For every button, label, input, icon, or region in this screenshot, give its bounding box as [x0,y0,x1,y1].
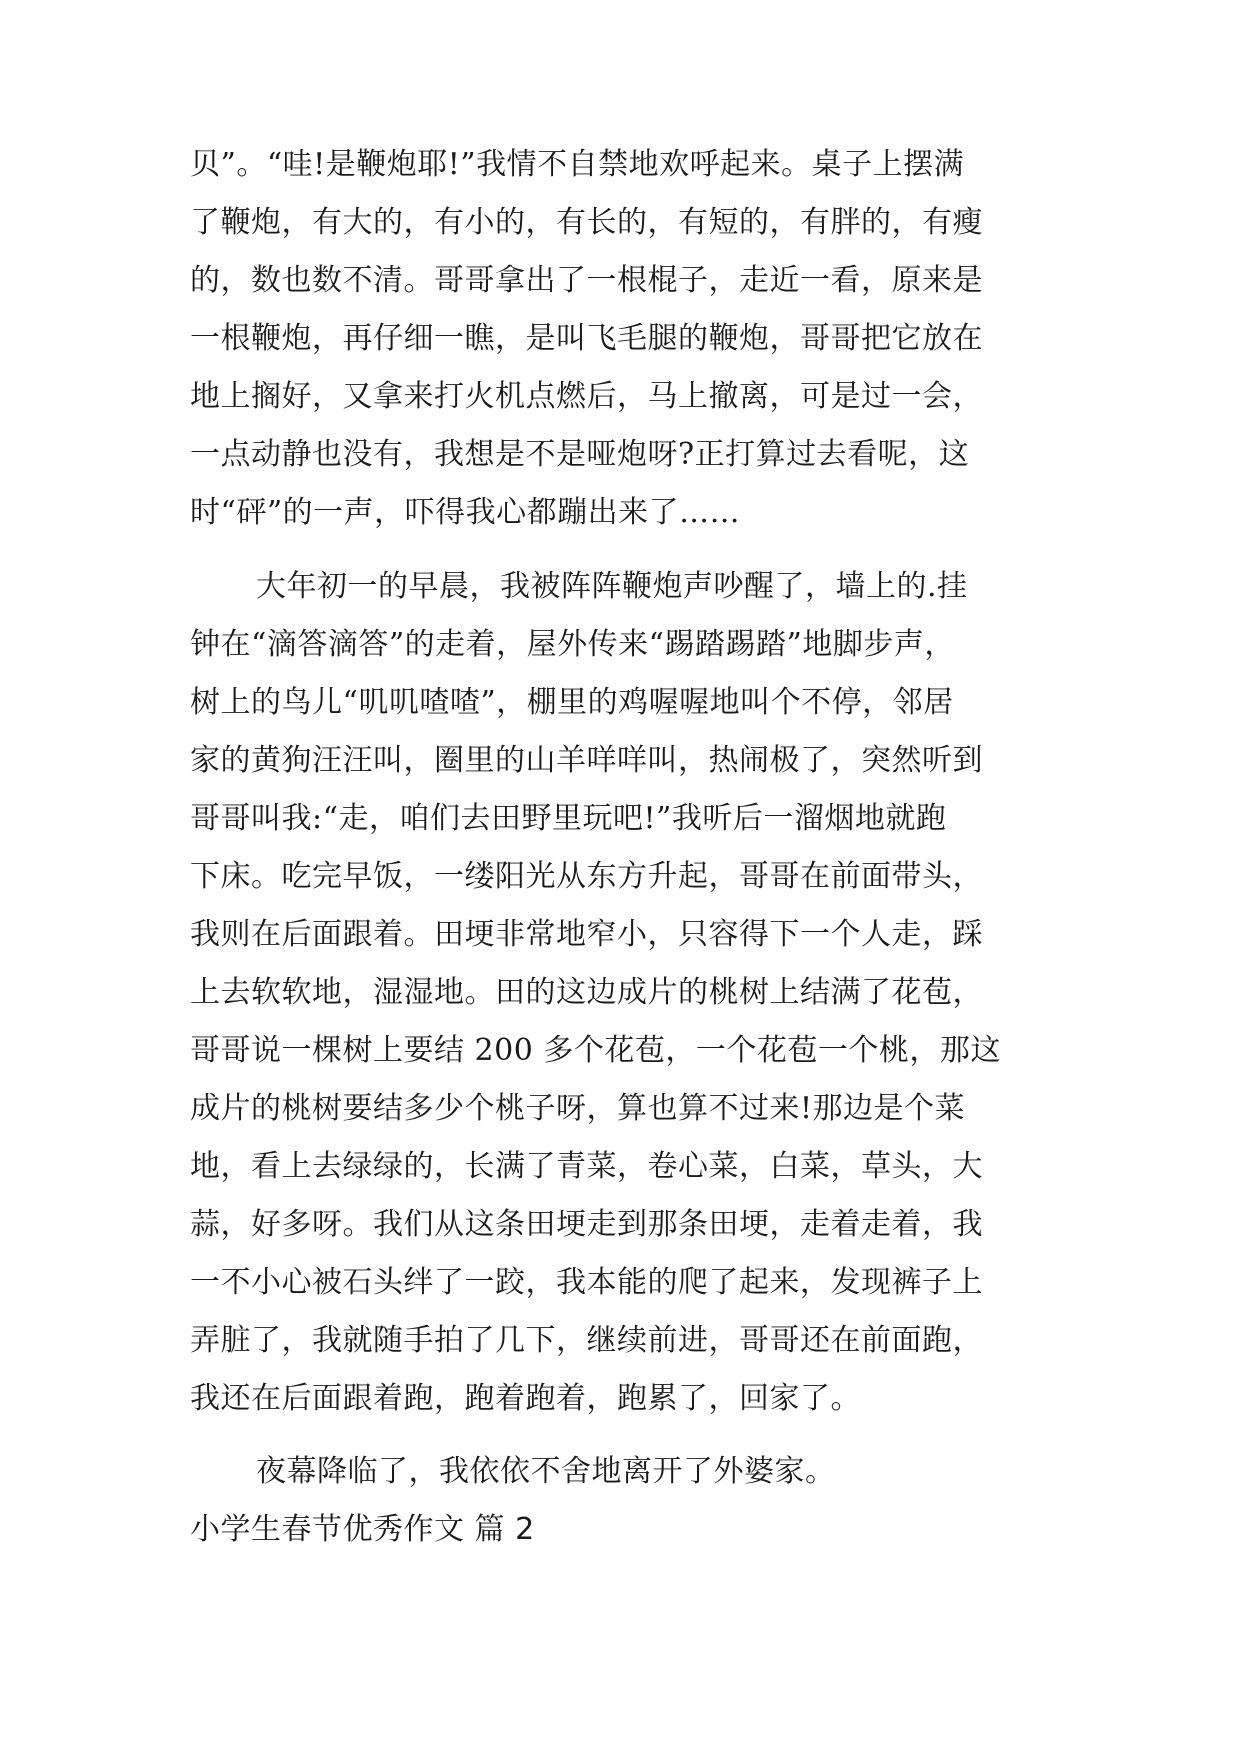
text-line: 钟在“滴答滴答”的走着，屋外传来“踢踏踢踏”地脚步声， [190,627,955,662]
text-line: 成片的桃树要结多少个桃子呀，算也算不过来!那边是个菜 [190,1091,966,1126]
text-line: 地上搁好，又拿来打火机点燃后，马上撤离，可是过一会， [190,379,983,414]
text-line: 哥哥说一棵树上要结 200 多个花苞，一个花苞一个桃，那这 [190,1033,1001,1068]
text-line: 贝”。“哇!是鞭炮耶!”我情不自禁地欢呼起来。桌子上摆满 [190,147,965,182]
text-line: 的，数也数不清。哥哥拿出了一根棍子，走近一看，原来是 [190,263,983,298]
text-line: 一点动静也没有，我想是不是哑炮呀?正打算过去看呢，这 [190,437,970,472]
text-line: 下床。吃完早饭，一缕阳光从东方升起，哥哥在前面带头， [190,859,983,894]
text-line: 哥哥叫我:“走，咱们去田野里玩吧!”我听后一溜烟地就跑 [190,801,947,836]
text-line: 时“砰”的一声，吓得我心都蹦出来了…… [190,495,741,530]
paragraph-first-line: 夜幕降临了，我依依不舍地离开了外婆家。 [256,1454,836,1489]
text-line: 我则在后面跟着。田埂非常地窄小，只容得下一个人走，踩 [190,917,983,952]
text-line: 树上的鸟儿“叽叽喳喳”，棚里的鸡喔喔地叫个不停，邻居 [190,685,954,720]
text-line: 家的黄狗汪汪叫，圈里的山羊咩咩叫，热闹极了，突然听到 [190,743,983,778]
section-heading: 小学生春节优秀作文 篇 2 [190,1512,535,1547]
text-line: 一不小心被石头绊了一跤，我本能的爬了起来，发现裤子上 [190,1265,983,1300]
text-line: 一根鞭炮，再仔细一瞧，是叫飞毛腿的鞭炮，哥哥把它放在 [190,321,983,356]
paragraph-first-line: 大年初一的早晨，我被阵阵鞭炮声吵醒了，墙上的.挂 [256,569,968,604]
text-line: 上去软软地，湿湿地。田的这边成片的桃树上结满了花苞， [190,975,983,1010]
text-line: 蒜，好多呀。我们从这条田埂走到那条田埂，走着走着，我 [190,1207,983,1242]
text-line: 我还在后面跟着跑，跑着跑着，跑累了，回家了。 [190,1381,861,1416]
text-line: 了鞭炮，有大的，有小的，有长的，有短的，有胖的，有瘦 [190,205,983,240]
text-line: 弄脏了，我就随手拍了几下，继续前进，哥哥还在前面跑， [190,1323,983,1358]
text-line: 地，看上去绿绿的，长满了青菜，卷心菜，白菜，草头，大 [190,1149,983,1184]
